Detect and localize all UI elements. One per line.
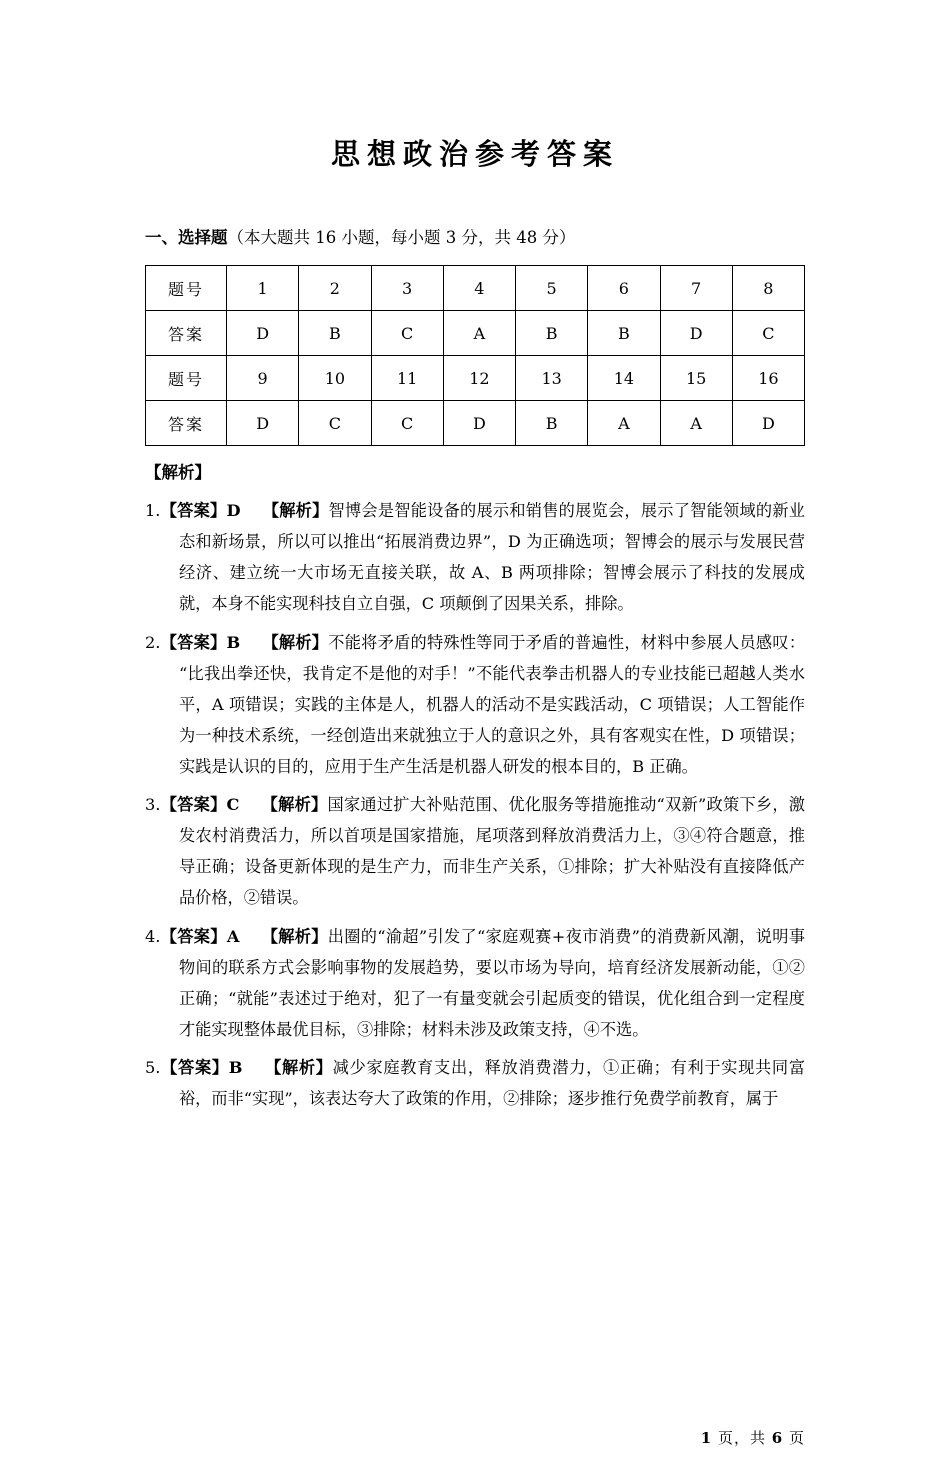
explanation-answer-tag: 【答案】D — [160, 501, 241, 521]
table-cell: A — [443, 311, 515, 356]
explanation-number: 5. — [145, 1057, 161, 1077]
table-cell: C — [299, 401, 371, 446]
explanation-analysis-tag: 【解析】 — [262, 632, 329, 652]
explanation-text: 出圈的“渝超”引发了“家庭观赛+夜市消费”的消费新风潮，说明事物间的联系方式会影响事物的发展趋势，要以市场为导向，培育经济发展新动能，①②正确；“就能”表述过于绝对，犯了一有量变就会引起质变的错误，优化组合到一定程度才能实现整体最优目标，③排除；材料未涉及政策支持，④不选。 — [179, 926, 806, 1039]
explanation-number: 1. — [145, 501, 161, 521]
footer-page-label: 页，共 — [717, 1429, 766, 1447]
table-cell: 5 — [516, 266, 588, 311]
table-cell: C — [371, 401, 443, 446]
table-cell: D — [227, 401, 299, 446]
row-label: 题号 — [146, 356, 227, 401]
explanation-item — [145, 1052, 805, 1114]
explanation-text: 减少家庭教育支出，释放消费潜力，①正确；有利于实现共同富裕，而非“实现”，该表达夸大了政策的作用，②排除；逐步推行免费学前教育，属于 — [179, 1057, 806, 1109]
explanation-text: 不能将矛盾的特殊性等同于矛盾的普遍性，材料中参展人员感叹：“比我出拳还快，我肯定不是他的对手！”不能代表拳击机器人的专业技能已超越人类水平，A 项错误；实践的主体是人，机器人的活动不是实践活动，C 项错误；人工智能作为一种技术系统，一经创造出来就独立于人的意识之外，具有客观实在性，D 项错误；实践是认识的目的，应用于生产生活是机器人研发的根本目的，B 正确。 — [179, 632, 806, 776]
table-cell: 3 — [371, 266, 443, 311]
explanation-answer-tag: 【答案】B — [160, 632, 241, 652]
table-cell: 7 — [660, 266, 732, 311]
table-cell: 1 — [227, 266, 299, 311]
table-cell: B — [588, 311, 660, 356]
explanation-number: 2. — [145, 632, 161, 652]
explanation-item — [145, 627, 805, 783]
row-label: 题号 — [146, 266, 227, 311]
table-cell: 11 — [371, 356, 443, 401]
explanation-text: 智博会是智能设备的展示和销售的展览会，展示了智能领域的新业态和新场景，所以可以推出“拓展消费边界”，D 为正确选项；智博会的展示与发展民营经济、建立统一大市场无直接关联，故 A、B 两项排除；智博会展示了科技的发展成就，本身不能实现科技自立自强，C 项颠倒了因果关系，排除。 — [179, 501, 805, 614]
section-heading-prefix: 一、选择题 — [145, 228, 228, 247]
table-row — [146, 356, 805, 401]
explanation-analysis-tag: 【解析】 — [262, 501, 329, 521]
page-title: 思想政治参考答案 — [330, 137, 619, 171]
section-heading-detail: （本大题共 16 小题，每小题 3 分，共 48 分） — [227, 228, 576, 247]
explanation-answer-tag: 【答案】A — [160, 926, 240, 946]
explanation-number: 4. — [145, 926, 161, 946]
table-cell: 9 — [227, 356, 299, 401]
explanation-answer-tag: 【答案】C — [160, 795, 240, 815]
table-cell: 2 — [299, 266, 371, 311]
table-cell: 10 — [299, 356, 371, 401]
table-row — [146, 401, 805, 446]
table-cell: B — [516, 311, 588, 356]
table-row — [146, 266, 805, 311]
table-cell: D — [660, 311, 732, 356]
document-page — [0, 132, 950, 1476]
explanation-analysis-tag: 【解析】 — [261, 795, 328, 815]
table-cell: D — [732, 401, 804, 446]
table-cell: A — [660, 401, 732, 446]
table-cell: 16 — [732, 356, 804, 401]
table-cell: 8 — [732, 266, 804, 311]
page-footer — [701, 1427, 805, 1448]
row-label: 答案 — [146, 401, 227, 446]
table-cell: 14 — [588, 356, 660, 401]
table-cell: D — [443, 401, 515, 446]
explanation-analysis-tag: 【解析】 — [261, 926, 328, 946]
table-cell: 15 — [660, 356, 732, 401]
table-cell: 12 — [443, 356, 515, 401]
table-cell: 6 — [588, 266, 660, 311]
explanation-item — [145, 495, 805, 619]
explanation-item — [145, 789, 805, 913]
section-heading — [145, 225, 805, 251]
explanation-item — [145, 921, 805, 1045]
explanation-text: 国家通过扩大补贴范围、优化服务等措施推动“双新”政策下乡，激发农村消费活力，所以首项是国家措施，尾项落到释放消费活力上，③④符合题意，推导正确；设备更新体现的是生产力，而非生产关系，①排除；扩大补贴没有直接降低产品价格，②错误。 — [179, 795, 805, 908]
explanation-answer-tag: 【答案】B — [160, 1057, 243, 1077]
row-label: 答案 — [146, 311, 227, 356]
table-cell: 13 — [516, 356, 588, 401]
table-row — [146, 311, 805, 356]
table-cell: C — [732, 311, 804, 356]
answer-table — [145, 265, 805, 446]
footer-page-current: 1 — [700, 1429, 713, 1447]
footer-page-end: 页 — [788, 1429, 805, 1447]
table-cell: B — [516, 401, 588, 446]
footer-page-total: 6 — [771, 1429, 784, 1447]
table-cell: A — [588, 401, 660, 446]
analysis-label: 【解析】 — [145, 463, 211, 483]
table-cell: D — [227, 311, 299, 356]
table-cell: C — [371, 311, 443, 356]
table-cell: B — [299, 311, 371, 356]
explanation-analysis-tag: 【解析】 — [264, 1057, 333, 1077]
table-cell: 4 — [443, 266, 515, 311]
explanation-number: 3. — [145, 795, 161, 815]
